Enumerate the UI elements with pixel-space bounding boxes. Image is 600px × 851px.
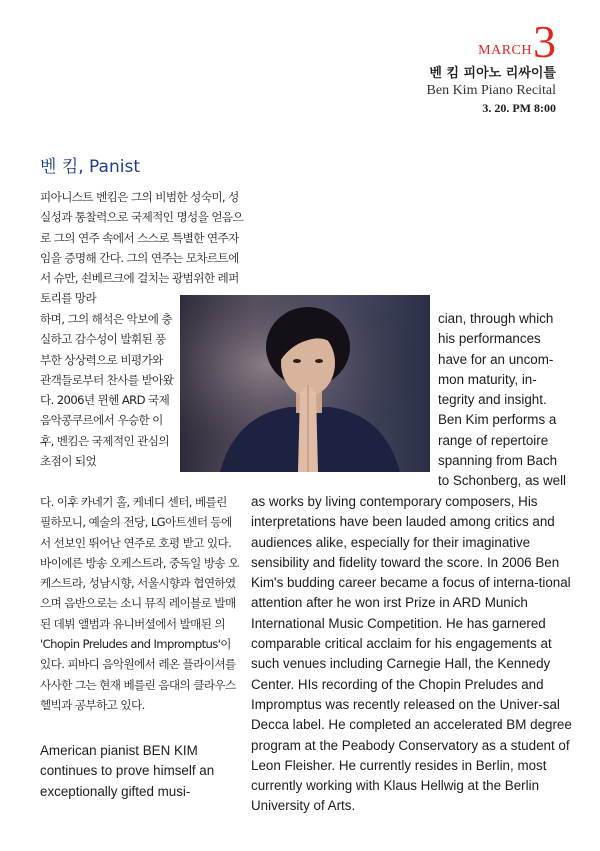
recital-title-korean: 벤 킴 피아노 리싸이틀 bbox=[429, 66, 556, 81]
korean-bio-part2: 하며, 그의 해석은 악보에 충실하고 감수성이 발휘된 풍부한 상상력으로 비평가와 관객들로부터 찬사를 받아왔다. 2006년 뮌헨 ARD 국제음악콩쿠르에서 우승한 이후, 벤킴은 국제적인 관심의 초점이 되었 bbox=[40, 312, 174, 469]
day-number: 3 bbox=[533, 16, 556, 67]
month-label: MARCH bbox=[478, 43, 532, 58]
recital-header bbox=[427, 18, 556, 117]
english-bio-part3: as works by living contemporary composers, His interpretations have been lauded among critics and audiences alike, especially for their imaginative sensibility and fidelity toward the score. In 2006 Ben Kim's budding career became a focus of interna-tional attention after he won irst Prize in ARD Munich International Music Competition. He has garnered comparable critical acclaim for his engagements at such venues including Carnegie Hall, the Kennedy Center. HIs recording of the Chopin Preludes and Impromptus was recently released on the Univer-sal Decca label. He completed an accelerated BM degree program at the Peabody Conservatory as a student of Leon Fleisher. He currently resides in Berlin, most currently working with Klaus Hellwig at the Berlin University of Arts. bbox=[251, 494, 572, 814]
pianist-photo bbox=[180, 295, 430, 472]
pianist-portrait-illustration bbox=[180, 295, 430, 472]
date-badge bbox=[427, 16, 556, 67]
recital-title-english: Ben Kim Piano Recital bbox=[426, 83, 556, 98]
recital-datetime: 3. 20. PM 8:00 bbox=[482, 101, 556, 115]
page-heading: 벤 킴, Panist bbox=[40, 157, 140, 177]
english-bio-part2: cian, through which his performances have for an uncom-mon maturity, in-tegrity and insight. Ben Kim performs a range of repertoire spanning from Bach to Schonberg, as well bbox=[438, 311, 567, 489]
korean-bio-part3: 다. 이후 카네기 홀, 케네디 센터, 베를린 필하모니, 예술의 전당, LG아트센터 등에서 선보인 뛰어난 연주로 호평 받고 있다. 바이에른 방송 오케스트라, 중독일 방송 오케스트라, 성남시향, 서울시향과 협연하였으며 음반으로는 소니 뮤직 레이블로 발매된 데뷔 앨범과 유니버셜에서 발매된 의 'Chopin Preludes and Impromptus'이 있다. 피바디 음악원에서 레온 플라이셔를 사사한 그는 현재 베를린 음대의 클라우스 헬빅과 공부하고 있다. bbox=[40, 495, 239, 712]
english-bio-part1: American pianist BEN KIM continues to prove himself an exceptionally gifted musi- bbox=[40, 743, 215, 799]
korean-bio-part1: 피아니스트 벤킴은 그의 비범한 성숙미, 성실성과 통찰력으로 국제적인 명성을 얻음으로 그의 연주 속에서 스스로 특별한 연주자임을 증명해 간다. 그의 연주는 모차르트에서 슈만, 쇤베르크에 걸치는 광범위한 레퍼토리를 망라 bbox=[40, 190, 244, 306]
